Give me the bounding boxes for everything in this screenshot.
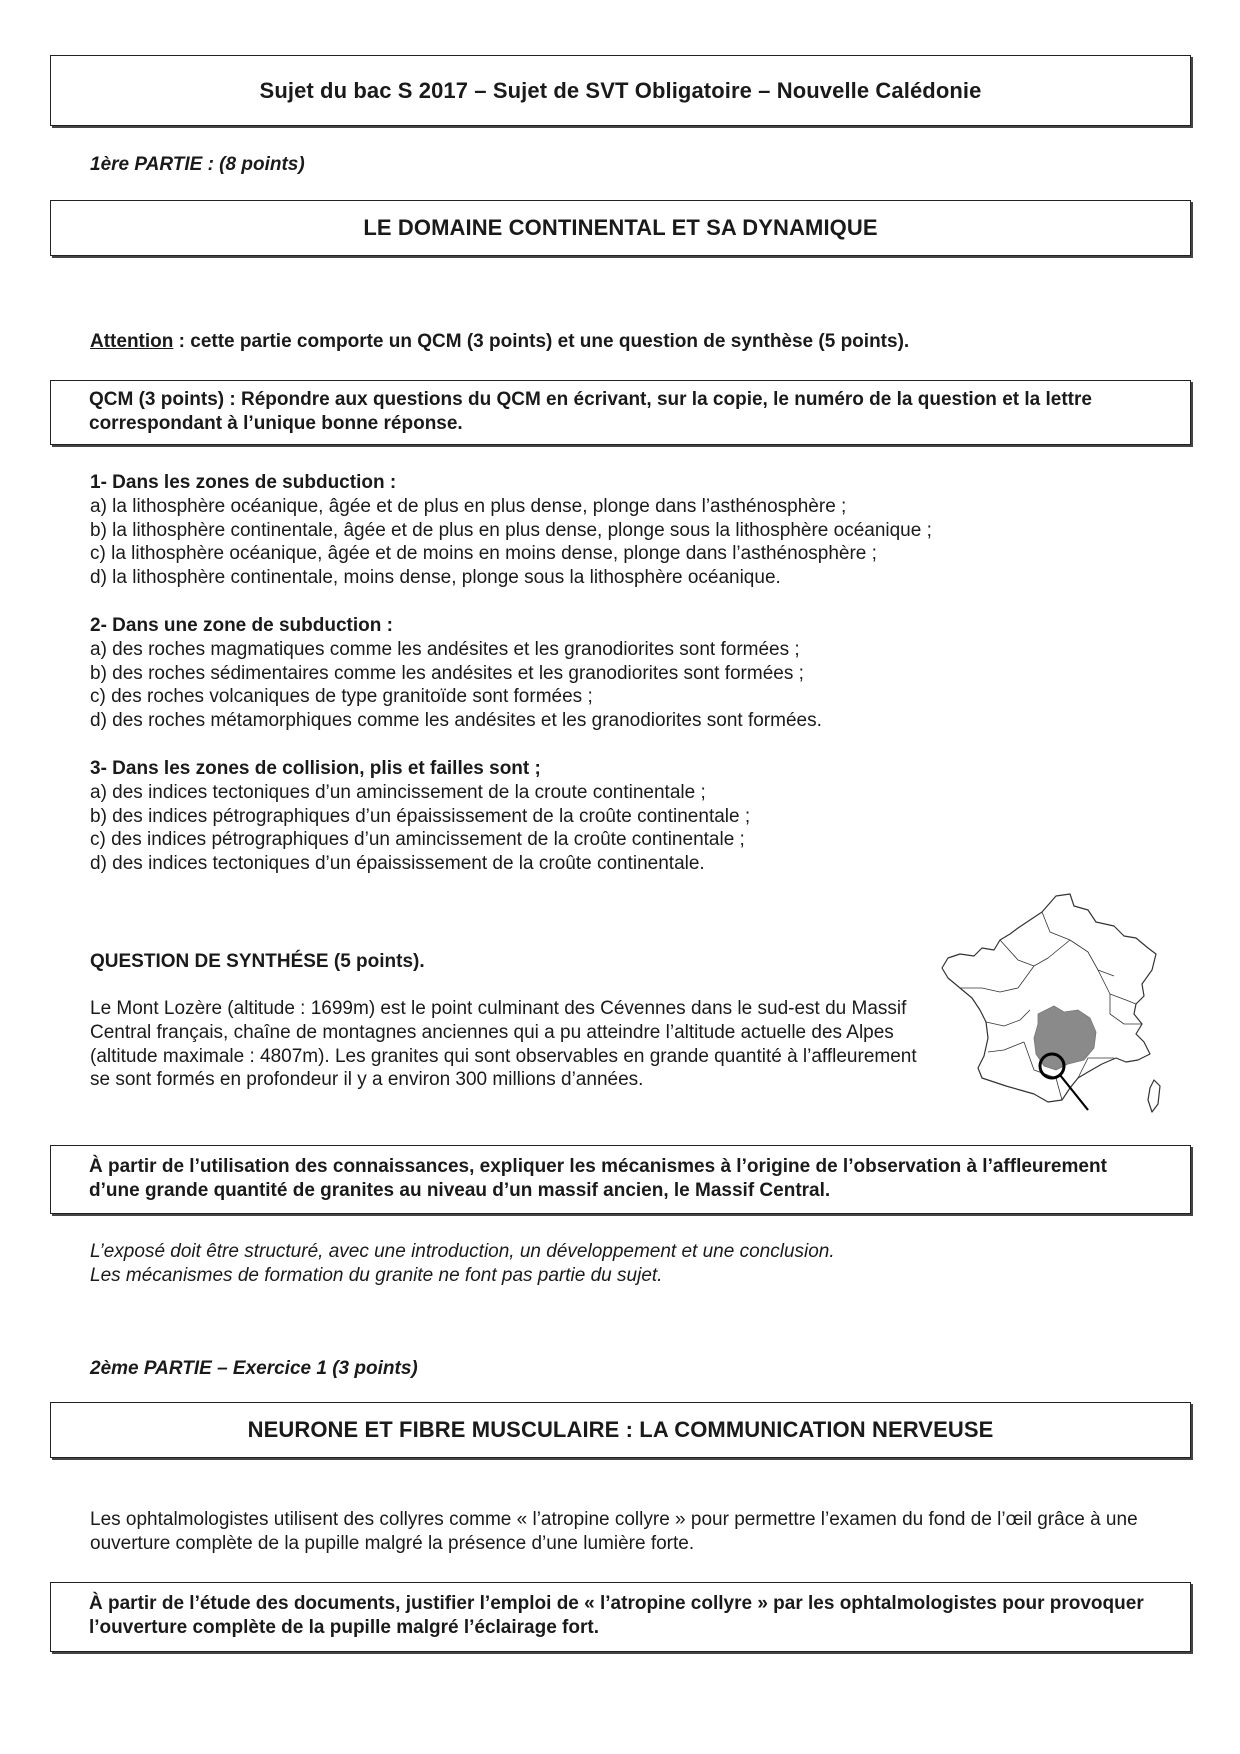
part1-theme-title: LE DOMAINE CONTINENTAL ET SA DYNAMIQUE bbox=[363, 215, 878, 240]
part1-label: 1ère PARTIE : (8 points) bbox=[90, 154, 305, 175]
qcm-question-1 bbox=[90, 471, 1190, 590]
answer-option: b) des indices pétrographiques d’un épaississement de la croûte continentale ; bbox=[90, 805, 751, 827]
magnifier-handle-icon bbox=[1060, 1075, 1088, 1110]
header-title-box bbox=[50, 55, 1191, 126]
document-title: Sujet du bac S 2017 – Sujet de SVT Obligatoire – Nouvelle Calédonie bbox=[259, 77, 982, 103]
synthesis-note: L’exposé doit être structuré, avec une introduction, un développement et une conclusion. bbox=[90, 1241, 835, 1262]
answer-option: c) des roches volcaniques de type granitoïde sont formées ; bbox=[90, 686, 593, 708]
qcm-instruction bbox=[89, 388, 1152, 436]
answer-option: a) la lithosphère océanique, âgée et de plus en plus dense, plonge dans l’asthénosphère ; bbox=[90, 495, 847, 517]
synthesis-task: À partir de l’utilisation des connaissances, expliquer les mécanismes à l’origine de l’observation à l’affleurement d’une grande quantité de granites au niveau d’un massif ancien, le Massif Central. bbox=[89, 1156, 1107, 1201]
part2-intro: Les ophtalmologistes utilisent des collyres comme « l’atropine collyre » pour permettre l’examen du fond de l’œil grâce à une ouverture complète de la pupille malgré la présence d’une lumière forte. bbox=[90, 1509, 1138, 1554]
attention-word: Attention bbox=[90, 331, 174, 352]
synthesis-task-box bbox=[50, 1145, 1191, 1214]
answer-option: a) des roches magmatiques comme les andésites et les granodiorites sont formées ; bbox=[90, 638, 800, 660]
part2-theme-title: NEURONE ET FIBRE MUSCULAIRE : LA COMMUNICATION NERVEUSE bbox=[247, 1417, 994, 1442]
synthesis-note: Les mécanismes de formation du granite ne font pas partie du sujet. bbox=[90, 1265, 663, 1286]
synthesis-notes bbox=[90, 1240, 1190, 1288]
france-map-figure bbox=[938, 892, 1166, 1124]
corsica-outline bbox=[1148, 1080, 1160, 1112]
part2-task-box bbox=[50, 1582, 1191, 1652]
question-title: 2- Dans une zone de subduction : bbox=[90, 615, 393, 636]
attention-line bbox=[90, 330, 909, 354]
france-outline bbox=[942, 894, 1156, 1102]
qcm-question-2 bbox=[90, 614, 1190, 733]
attention-text: : cette partie comporte un QCM (3 points) et une question de synthèse (5 points). bbox=[173, 331, 910, 352]
answer-option: b) des roches sédimentaires comme les andésites et les granodiorites sont formées ; bbox=[90, 662, 804, 684]
region-borders bbox=[960, 912, 1142, 1100]
qcm-instruction-text: Répondre aux questions du QCM en écrivant, sur la copie, le numéro de la question et la lettre correspondant à l’unique bonne réponse. bbox=[89, 389, 1092, 434]
part2-label: 2ème PARTIE – Exercice 1 (3 points) bbox=[90, 1358, 418, 1379]
part1-theme-box bbox=[50, 200, 1191, 256]
answer-option: b) la lithosphère continentale, âgée et de plus en plus dense, plonge sous la lithosphère océanique ; bbox=[90, 519, 932, 541]
question-title: 1- Dans les zones de subduction : bbox=[90, 472, 397, 493]
synthesis-text: Le Mont Lozère (altitude : 1699m) est le point culminant des Cévennes dans le sud-est du Massif Central français, chaîne de montagnes anciennes qui a pu atteindre l’altitude actuelle des Alpes (altitude maximale : 4807m). Les granites qui sont observables en grande quantité à l’affleurement se sont formés en profondeur il y a environ 300 millions d’années. bbox=[90, 998, 917, 1091]
part2-theme-box bbox=[50, 1402, 1191, 1458]
qcm-instruction-lead: QCM (3 points) : bbox=[89, 389, 236, 410]
qcm-question-3 bbox=[90, 757, 1190, 876]
answer-option: d) des roches métamorphiques comme les andésites et les granodiorites sont formées. bbox=[90, 710, 822, 732]
answer-option: d) des indices tectoniques d’un épaississement de la croûte continentale. bbox=[90, 853, 705, 875]
answer-option: c) des indices pétrographiques d’un amincissement de la croûte continentale ; bbox=[90, 829, 745, 851]
answer-option: a) des indices tectoniques d’un amincissement de la croute continentale ; bbox=[90, 781, 706, 803]
answer-option: d) la lithosphère continentale, moins dense, plonge sous la lithosphère océanique. bbox=[90, 567, 781, 589]
part2-task: À partir de l’étude des documents, justifier l’emploi de « l’atropine collyre » par les ophtalmologistes pour provoquer l’ouverture complète de la pupille malgré l’éclairage fort. bbox=[89, 1593, 1144, 1638]
question-title: 3- Dans les zones de collision, plis et failles sont ; bbox=[90, 758, 541, 779]
answer-option: c) la lithosphère océanique, âgée et de moins en moins dense, plonge dans l’asthénosphère ; bbox=[90, 543, 877, 565]
qcm-instruction-box bbox=[50, 380, 1191, 445]
synthesis-title: QUESTION DE SYNTHÉSE (5 points). bbox=[90, 951, 425, 972]
